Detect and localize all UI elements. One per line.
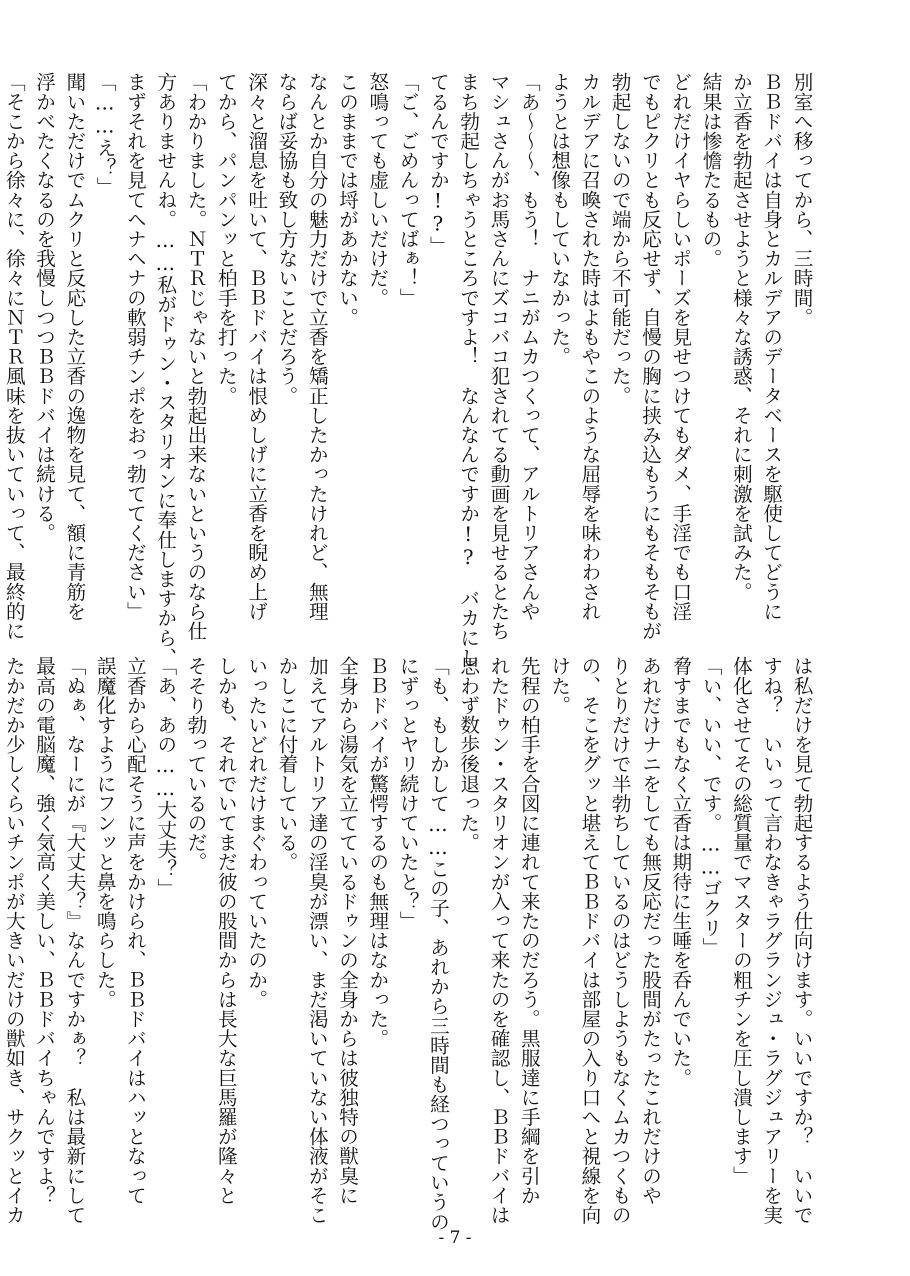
text-line: 結果は惨憺たるもの。	[699, 72, 723, 268]
text-line: 全身から湯気を立てているドゥンの全身からは彼独特の獣臭に	[335, 656, 359, 1205]
text-line: 「も、もしかして……この子、あれから三時間も経つっていうの	[426, 656, 450, 1232]
text-line: か立香を勃起させようと様々な誘惑、それに刺激を試みた。	[729, 72, 753, 602]
text-line: 深々と溜息を吐いて、ＢＢドバイは恨めしげに立香を睨め上げ	[244, 72, 268, 621]
text-line: けた。	[547, 656, 571, 715]
text-line: しかも、それでいてまだ彼の股間からは長大な巨馬羅が隆々と	[214, 656, 238, 1205]
text-line: なんとか自分の魅力だけで立香を矯正したかったけれど、無理	[305, 72, 329, 621]
text-line: 「い、いい、です。……ゴクリ」	[699, 656, 723, 957]
text-line: いったいどれだけまぐわっていたのか。	[244, 656, 268, 1009]
text-line: このままでは埒があかない。	[335, 72, 359, 327]
text-line: れたドゥン・スタリオンが入って来たのを確認し、ＢＢドバイは	[487, 656, 511, 1225]
text-line: 聞いただけでムクリと反応した立香の逸物を見て、額に青筋を	[62, 72, 86, 621]
text-line: 「あ、あの……大丈夫？」	[153, 656, 177, 898]
text-line: たかだか少しくらいチンポが大きいだけの獣如き、サクッとイカ	[2, 656, 26, 1225]
text-line: は私だけを見て勃起するよう仕向けます。いいですか？ いいで	[790, 656, 813, 1225]
text-line: 「わかりました。ＮＴＲじゃないと勃起出来ないというのなら仕	[184, 72, 208, 641]
text-line: 「あ～～～、もう！ ナニがムカつくって、アルトリアさんや	[517, 72, 541, 621]
text-line: ならば妥協も致し方ないことだろう。	[274, 72, 298, 406]
text-line: 「そこから徐々に、徐々にＮＴＲ風味を抜いていって、最終的に	[2, 72, 26, 641]
text-line: ようとは想像もしていなかった。	[547, 72, 571, 366]
text-line: 加えてアルトリア達の淫臭が漂い、まだ渇いていない体液がそこ	[305, 656, 329, 1225]
bottom-text-block	[2, 656, 816, 1232]
text-line: 「ぬぁ、なーにが『大丈夫？』なんですかぁ？ 私は最新にして	[62, 656, 86, 1225]
text-line: ＢＢドバイが驚愕するのも無理はなかった。	[365, 656, 389, 1048]
text-line: 体化させてその総質量でマスターの粗チンを圧し潰します」	[729, 656, 753, 1186]
text-line: カルデアに召喚された時はよもやこのような屈辱を味わわされ	[577, 72, 601, 621]
text-line: 怒鳴っても虚しいだけだ。	[365, 72, 389, 308]
text-line: 方ありませんね。……私がドゥン・スタリオンに奉仕しますから、	[153, 72, 177, 667]
text-line: てから、パンパンッと柏手を打った。	[214, 72, 238, 406]
text-line: りとりだけで半勃ちしているのはどうしようもなくムカつくもの	[608, 656, 632, 1225]
text-line: まち勃起しちゃうところですよ！ なんなんですか!? バカにし	[456, 72, 480, 667]
text-line: の、そこをグッと堪えてＢＢドバイは部屋の入り口へと視線を向	[577, 656, 601, 1225]
text-line: かしこに付着している。	[274, 656, 298, 872]
text-line: そそり勃っているのだ。	[184, 656, 208, 872]
text-line: あれだけナニをしても無反応だった股間がたったこれだけのや	[638, 656, 662, 1205]
text-line: にずっとヤリ続けていたと？」	[396, 656, 420, 931]
text-line: 思わず数歩後退った。	[456, 656, 480, 852]
text-line: 最高の電脳魔、強く気高く美しい、ＢＢドバイちゃんですよ？	[32, 656, 56, 1205]
text-line: 立香から心配そうに声をかけられ、ＢＢドバイはハッとなって	[123, 656, 147, 1205]
text-line: 脅すまでもなく立香は期待に生唾を呑んでいた。	[668, 656, 692, 1088]
text-line: まずそれを見てヘナヘナの軟弱チンポをおっ勃ててください」	[123, 72, 147, 621]
text-line: でもピクリとも反応せず、自慢の胸に挟み込もうにもそもそもが	[638, 72, 662, 641]
text-line: 勃起しないので端から不可能だった。	[608, 72, 632, 406]
text-line: 「ご、ごめんってばぁ！」	[396, 72, 420, 308]
text-line: すね？ いいって言わなきゃラグランジュ・ラグジュアリーを実	[759, 656, 783, 1225]
text-line: 別室へ移ってから、三時間。	[790, 72, 813, 327]
page-number: - 7 -	[438, 1228, 472, 1248]
text-line: どれだけイヤらしいポーズを見せつけてもダメ、手淫でも口淫	[668, 72, 692, 621]
text-line: 「……え？」	[93, 72, 117, 197]
text-line: 先程の柏手を合図に連れて来たのだろう。黒服達に手綱を引か	[517, 656, 541, 1205]
text-line: てるんですか!?」	[426, 72, 450, 256]
top-text-block	[2, 72, 816, 667]
text-line: ＢＢドバイは自身とカルデアのデータベースを駆使してどうに	[759, 72, 783, 621]
text-line: マシュさんがお馬さんにズコバコ犯されてる動画を見せるとたち	[487, 72, 511, 641]
text-line: 浮かべたくなるのを我慢しつつＢＢドバイは続ける。	[32, 72, 56, 543]
text-line: 誤魔化すようにフンッと鼻を鳴らした。	[93, 656, 117, 1009]
